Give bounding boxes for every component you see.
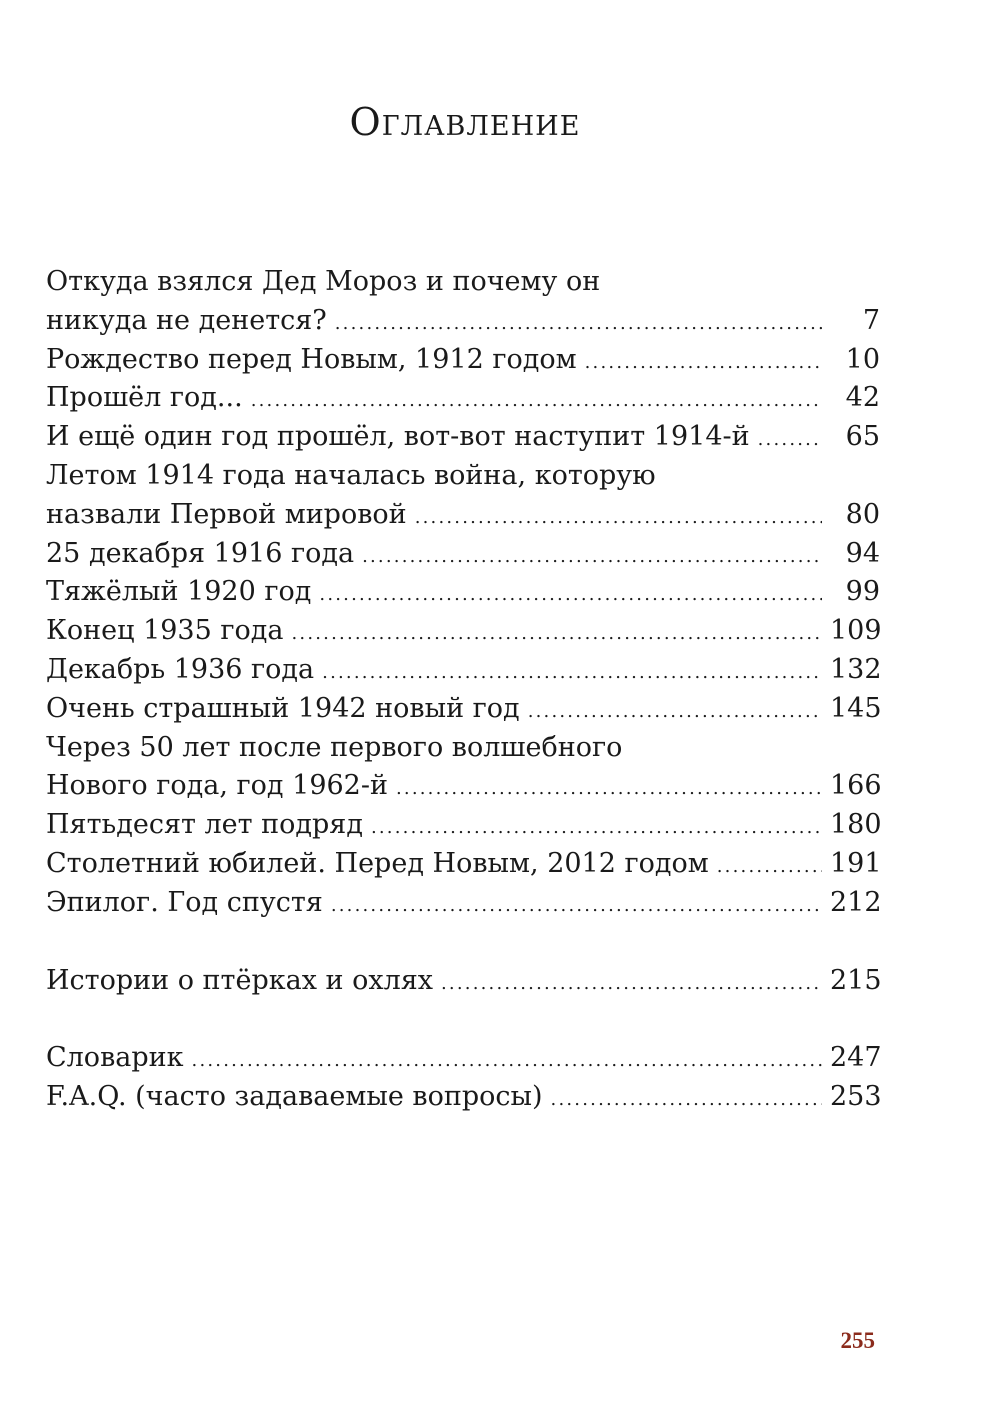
toc-entry-line: [46, 651, 880, 690]
toc-page-number: 212: [830, 886, 882, 918]
table-of-contents: [46, 263, 880, 1156]
toc-entry-title: Истории о птёрках и охлях: [46, 964, 434, 996]
dot-leader: [371, 809, 822, 848]
toc-page-number: 10: [845, 343, 880, 375]
toc-entry-line: [46, 573, 880, 612]
dot-leader: [331, 887, 822, 926]
toc-entry[interactable]: [46, 729, 880, 807]
toc-entry-line: [46, 806, 880, 845]
toc-page-number: 7: [862, 304, 880, 336]
toc-page-number: 247: [830, 1042, 882, 1074]
toc-entry-title: назвали Первой мировой: [46, 498, 407, 530]
toc-entry-line: [46, 379, 880, 418]
toc-page-number: 99: [845, 576, 880, 608]
toc-entry[interactable]: [46, 341, 880, 380]
toc-entry-line: [46, 263, 880, 302]
toc-entry[interactable]: [46, 651, 880, 690]
toc-entry[interactable]: [46, 1039, 880, 1078]
toc-entry-title: Очень страшный 1942 новый год: [46, 692, 520, 724]
dot-leader: [396, 770, 822, 809]
toc-page-number: 180: [830, 809, 882, 841]
dot-leader: [335, 305, 822, 344]
toc-entry[interactable]: [46, 1078, 880, 1117]
toc-entry-line: [46, 418, 880, 457]
toc-entry-title: Словарик: [46, 1042, 184, 1074]
toc-entry-line: [46, 535, 880, 574]
toc-entry-title: 25 декабря 1916 года: [46, 537, 355, 569]
page-title: Оглавление: [349, 100, 581, 144]
toc-entry-line: [46, 612, 880, 651]
dot-leader: [528, 693, 822, 732]
toc-entry[interactable]: [46, 806, 880, 845]
toc-page-number: 132: [830, 653, 882, 685]
toc-page-number: 145: [830, 692, 882, 724]
toc-entry-title: Прошёл год...: [46, 382, 243, 414]
toc-entry[interactable]: [46, 457, 880, 535]
toc-entry-title: Нового года, год 1962-й: [46, 770, 388, 802]
toc-entry-title: Эпилог. Год спустя: [46, 886, 323, 918]
dot-leader: [362, 538, 822, 577]
toc-entry[interactable]: [46, 418, 880, 457]
toc-entry-title: Через 50 лет после первого волшебного: [46, 731, 623, 763]
toc-entry-line: [46, 457, 880, 496]
toc-entry[interactable]: [46, 573, 880, 612]
toc-entry-title: Пятьдесят лет подряд: [46, 809, 363, 841]
toc-entry-line: [46, 1078, 880, 1117]
toc-entry-title: Столетний юбилей. Перед Новым, 2012 годом: [46, 847, 709, 879]
toc-entry[interactable]: [46, 263, 880, 341]
toc-entry-title: Рождество перед Новым, 1912 годом: [46, 343, 577, 375]
toc-entry[interactable]: [46, 690, 880, 729]
dot-leader: [322, 654, 822, 693]
toc-entry-title: Тяжёлый 1920 год: [46, 576, 312, 608]
toc-page-number: 191: [830, 847, 882, 879]
toc-entry[interactable]: [46, 845, 880, 884]
toc-entry[interactable]: [46, 884, 880, 923]
toc-entry[interactable]: [46, 535, 880, 574]
toc-entry-title: Конец 1935 года: [46, 615, 284, 647]
toc-entry-line: [46, 1039, 880, 1078]
toc-entry-title: Откуда взялся Дед Мороз и почему он: [46, 266, 601, 297]
toc-entry-title: И ещё один год прошёл, вот-вот наступит 1914-й: [46, 421, 750, 453]
toc-page-number: 109: [830, 615, 882, 647]
dot-leader: [717, 848, 822, 887]
dot-leader: [292, 615, 823, 654]
dot-leader: [758, 421, 822, 460]
dot-leader: [415, 499, 822, 538]
dot-leader: [319, 576, 822, 615]
toc-page-number: 215: [830, 964, 882, 996]
dot-leader: [251, 382, 822, 421]
toc-entry-line: [46, 729, 880, 768]
toc-entry-line: [46, 962, 880, 1001]
toc-entry-line: [46, 884, 880, 923]
dot-leader: [551, 1081, 822, 1120]
dot-leader: [585, 344, 822, 383]
toc-entry-title: F.A.Q. (часто задаваемые вопросы): [46, 1081, 543, 1113]
toc-entry-line: [46, 302, 880, 341]
dot-leader: [441, 965, 822, 1004]
toc-entry[interactable]: [46, 962, 880, 1001]
toc-entry-line: [46, 341, 880, 380]
toc-page-number: 94: [845, 537, 880, 569]
toc-page-number: 253: [830, 1081, 882, 1113]
toc-page-number: 65: [845, 421, 880, 453]
toc-group: [46, 263, 880, 923]
toc-group: [46, 962, 880, 1001]
dot-leader: [192, 1042, 822, 1081]
toc-page-number: 80: [845, 498, 880, 530]
toc-group: [46, 1039, 880, 1117]
page-number: 255: [840, 1328, 875, 1353]
toc-entry-title: Декабрь 1936 года: [46, 653, 315, 685]
toc-entry[interactable]: [46, 379, 880, 418]
toc-entry-line: [46, 845, 880, 884]
toc-page-number: 42: [845, 382, 880, 414]
toc-page-number: 166: [830, 770, 882, 802]
toc-entry-title: Летом 1914 года началась война, которую: [46, 459, 656, 491]
toc-entry-line: [46, 496, 880, 535]
toc-entry-line: [46, 690, 880, 729]
toc-entry-title: никуда не денется?: [46, 304, 327, 336]
toc-entry[interactable]: [46, 612, 880, 651]
toc-entry-line: [46, 767, 880, 806]
